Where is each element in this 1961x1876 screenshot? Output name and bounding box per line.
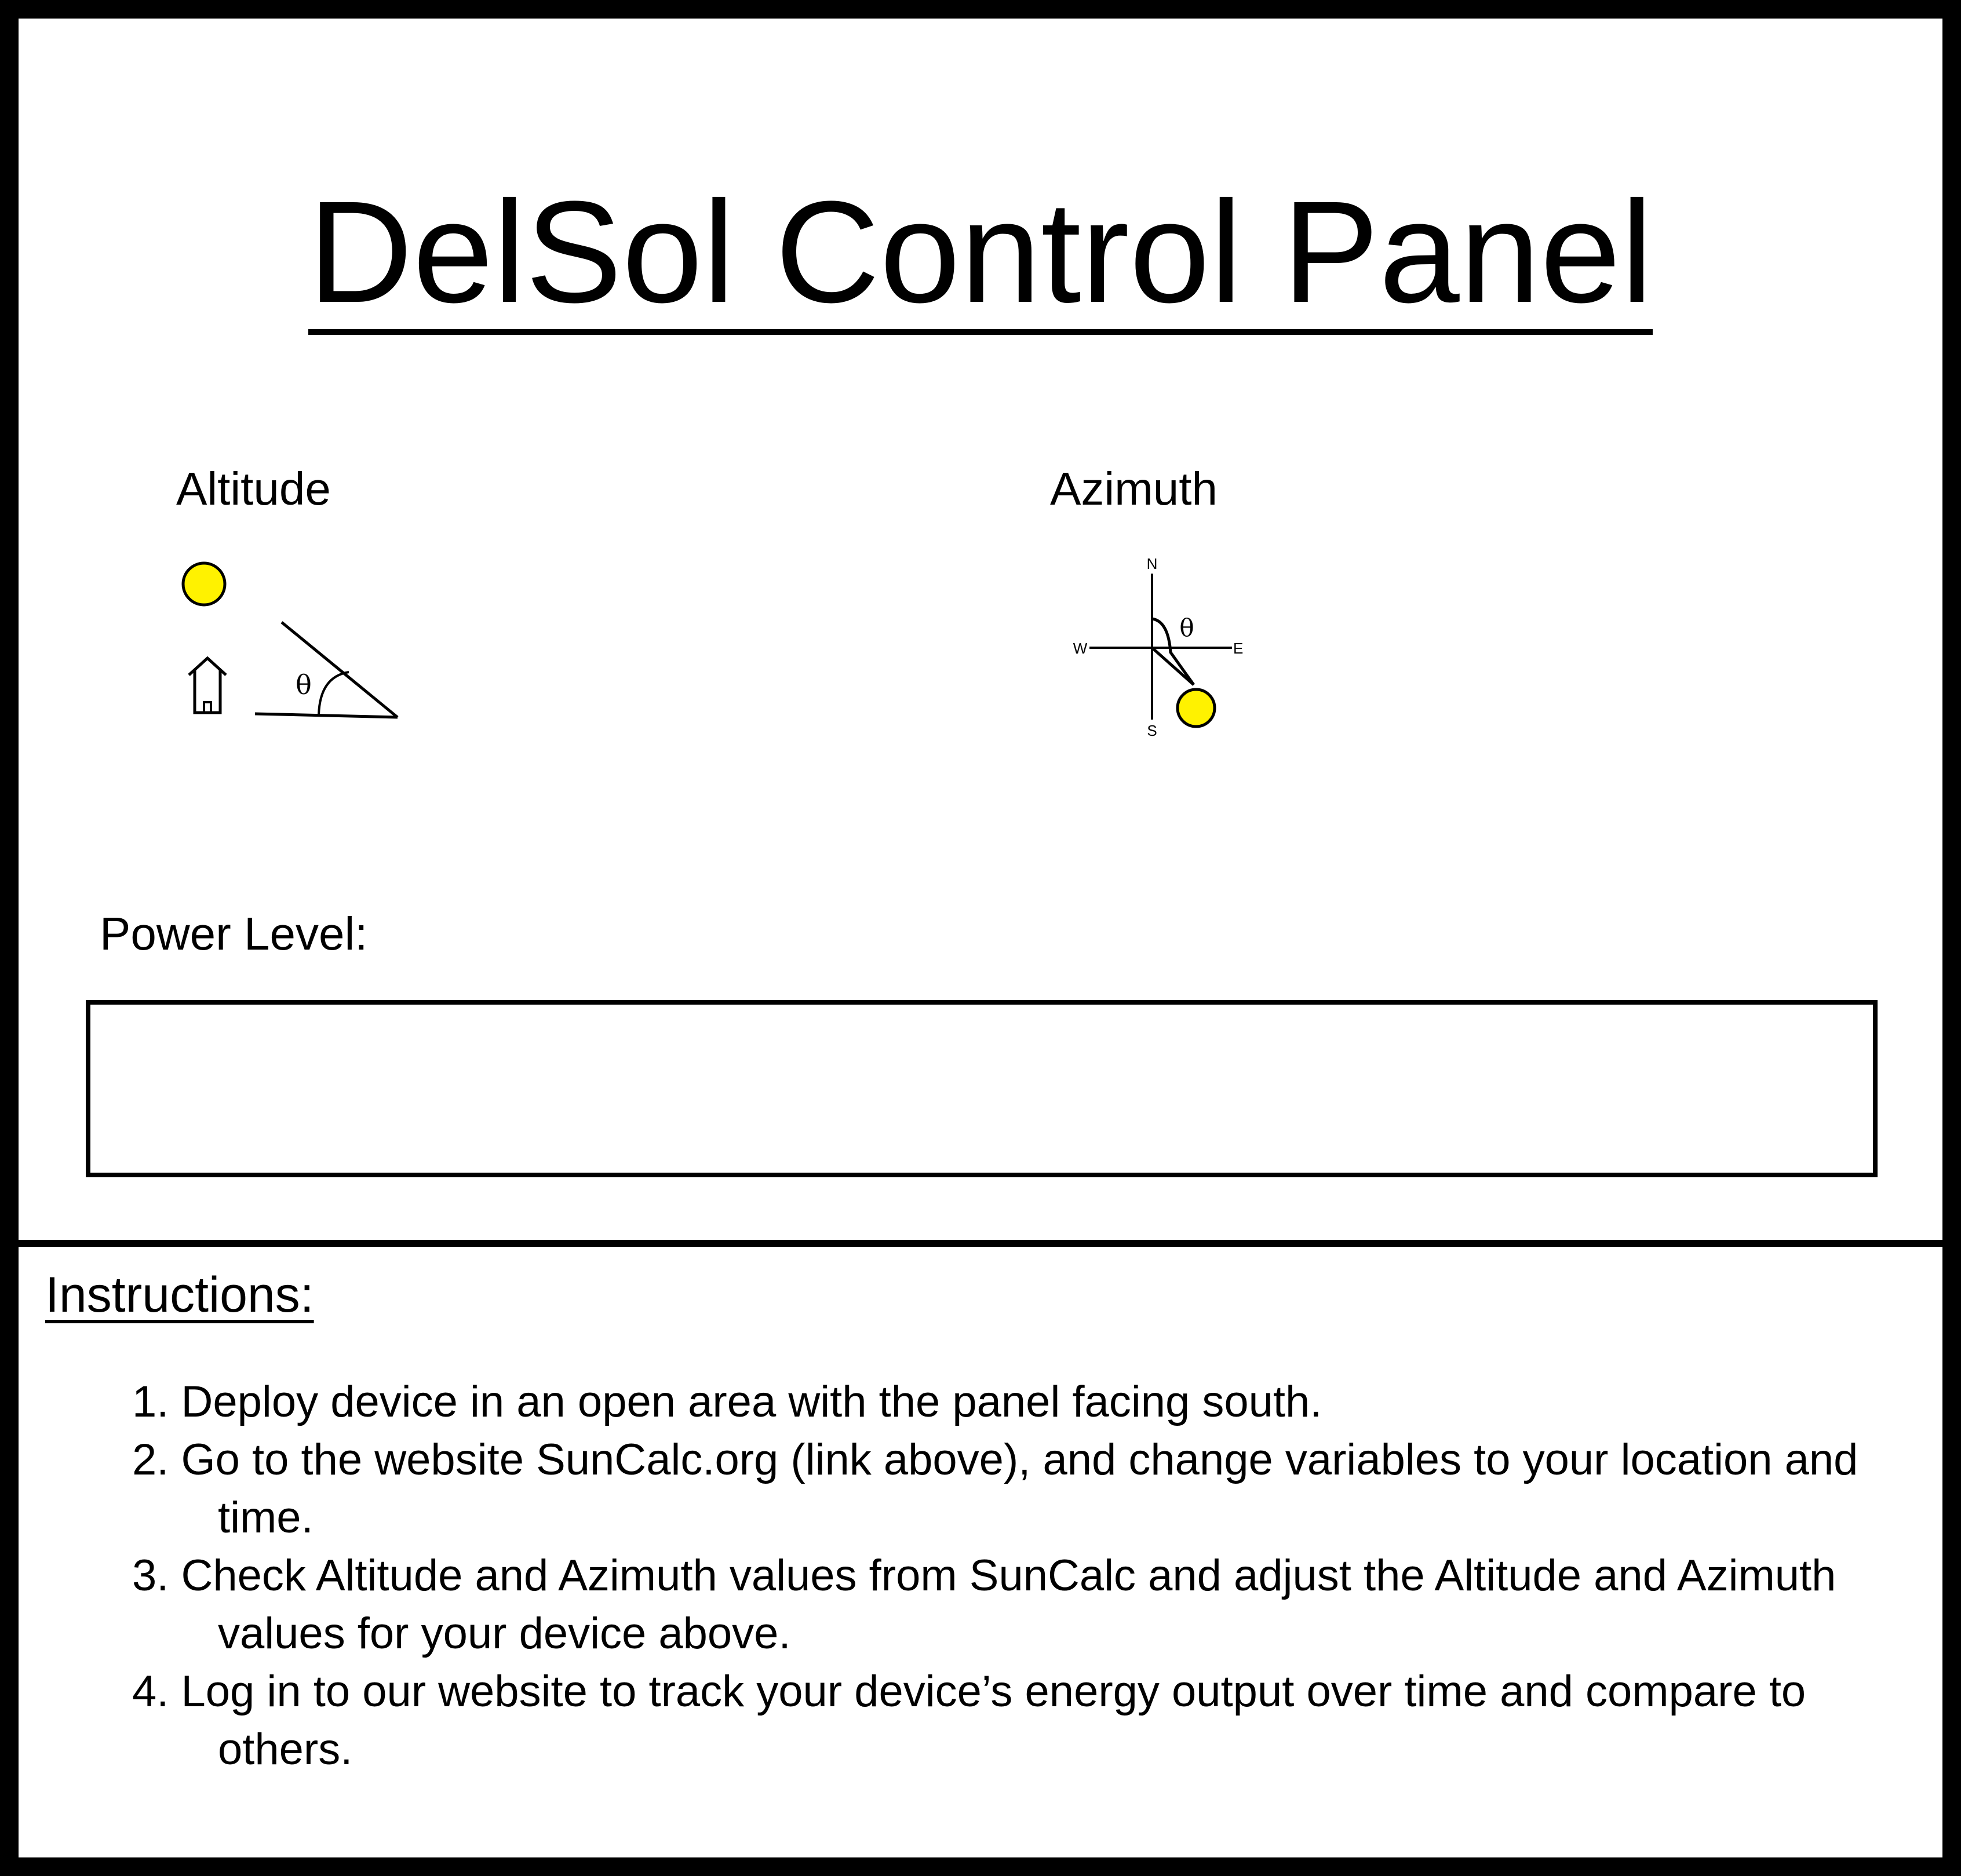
instruction-step: 4. Log in to our website to track your device’s energy output over time and compare to others.	[132, 1667, 1806, 1774]
instruction-step: 2. Go to the website SunCalc.org (link above), and change variables to your location and time.	[132, 1435, 1858, 1542]
azimuth-label: Azimuth	[1050, 463, 1218, 514]
instructions-list	[132, 1373, 1929, 1779]
altitude-angle-icon	[255, 622, 398, 717]
azimuth-compass[interactable]	[1055, 550, 1252, 747]
altitude-diagram[interactable]	[174, 556, 417, 730]
azimuth-angle-label: θ	[1179, 614, 1194, 642]
instructions-title: Instructions:	[45, 1267, 314, 1323]
house-icon	[189, 658, 226, 713]
instruction-step: 1. Deploy device in an open area with the panel facing south.	[132, 1377, 1322, 1426]
compass-s-label: S	[1147, 722, 1157, 739]
sun-icon	[1178, 689, 1215, 727]
compass-n-label: N	[1146, 555, 1158, 572]
power-level-bar	[86, 1000, 1878, 1177]
altitude-label: Altitude	[176, 463, 331, 514]
power-level-label: Power Level:	[100, 908, 368, 959]
altitude-angle-label: θ	[296, 669, 312, 700]
section-divider	[0, 1240, 1961, 1247]
compass-w-label: W	[1073, 640, 1088, 657]
sun-icon	[183, 563, 225, 605]
compass-e-label: E	[1233, 640, 1244, 657]
instruction-step: 3. Check Altitude and Azimuth values from SunCalc and adjust the Altitude and Azimuth values for your device above.	[132, 1551, 1836, 1658]
page-title: DelSol Control Panel	[0, 168, 1961, 336]
